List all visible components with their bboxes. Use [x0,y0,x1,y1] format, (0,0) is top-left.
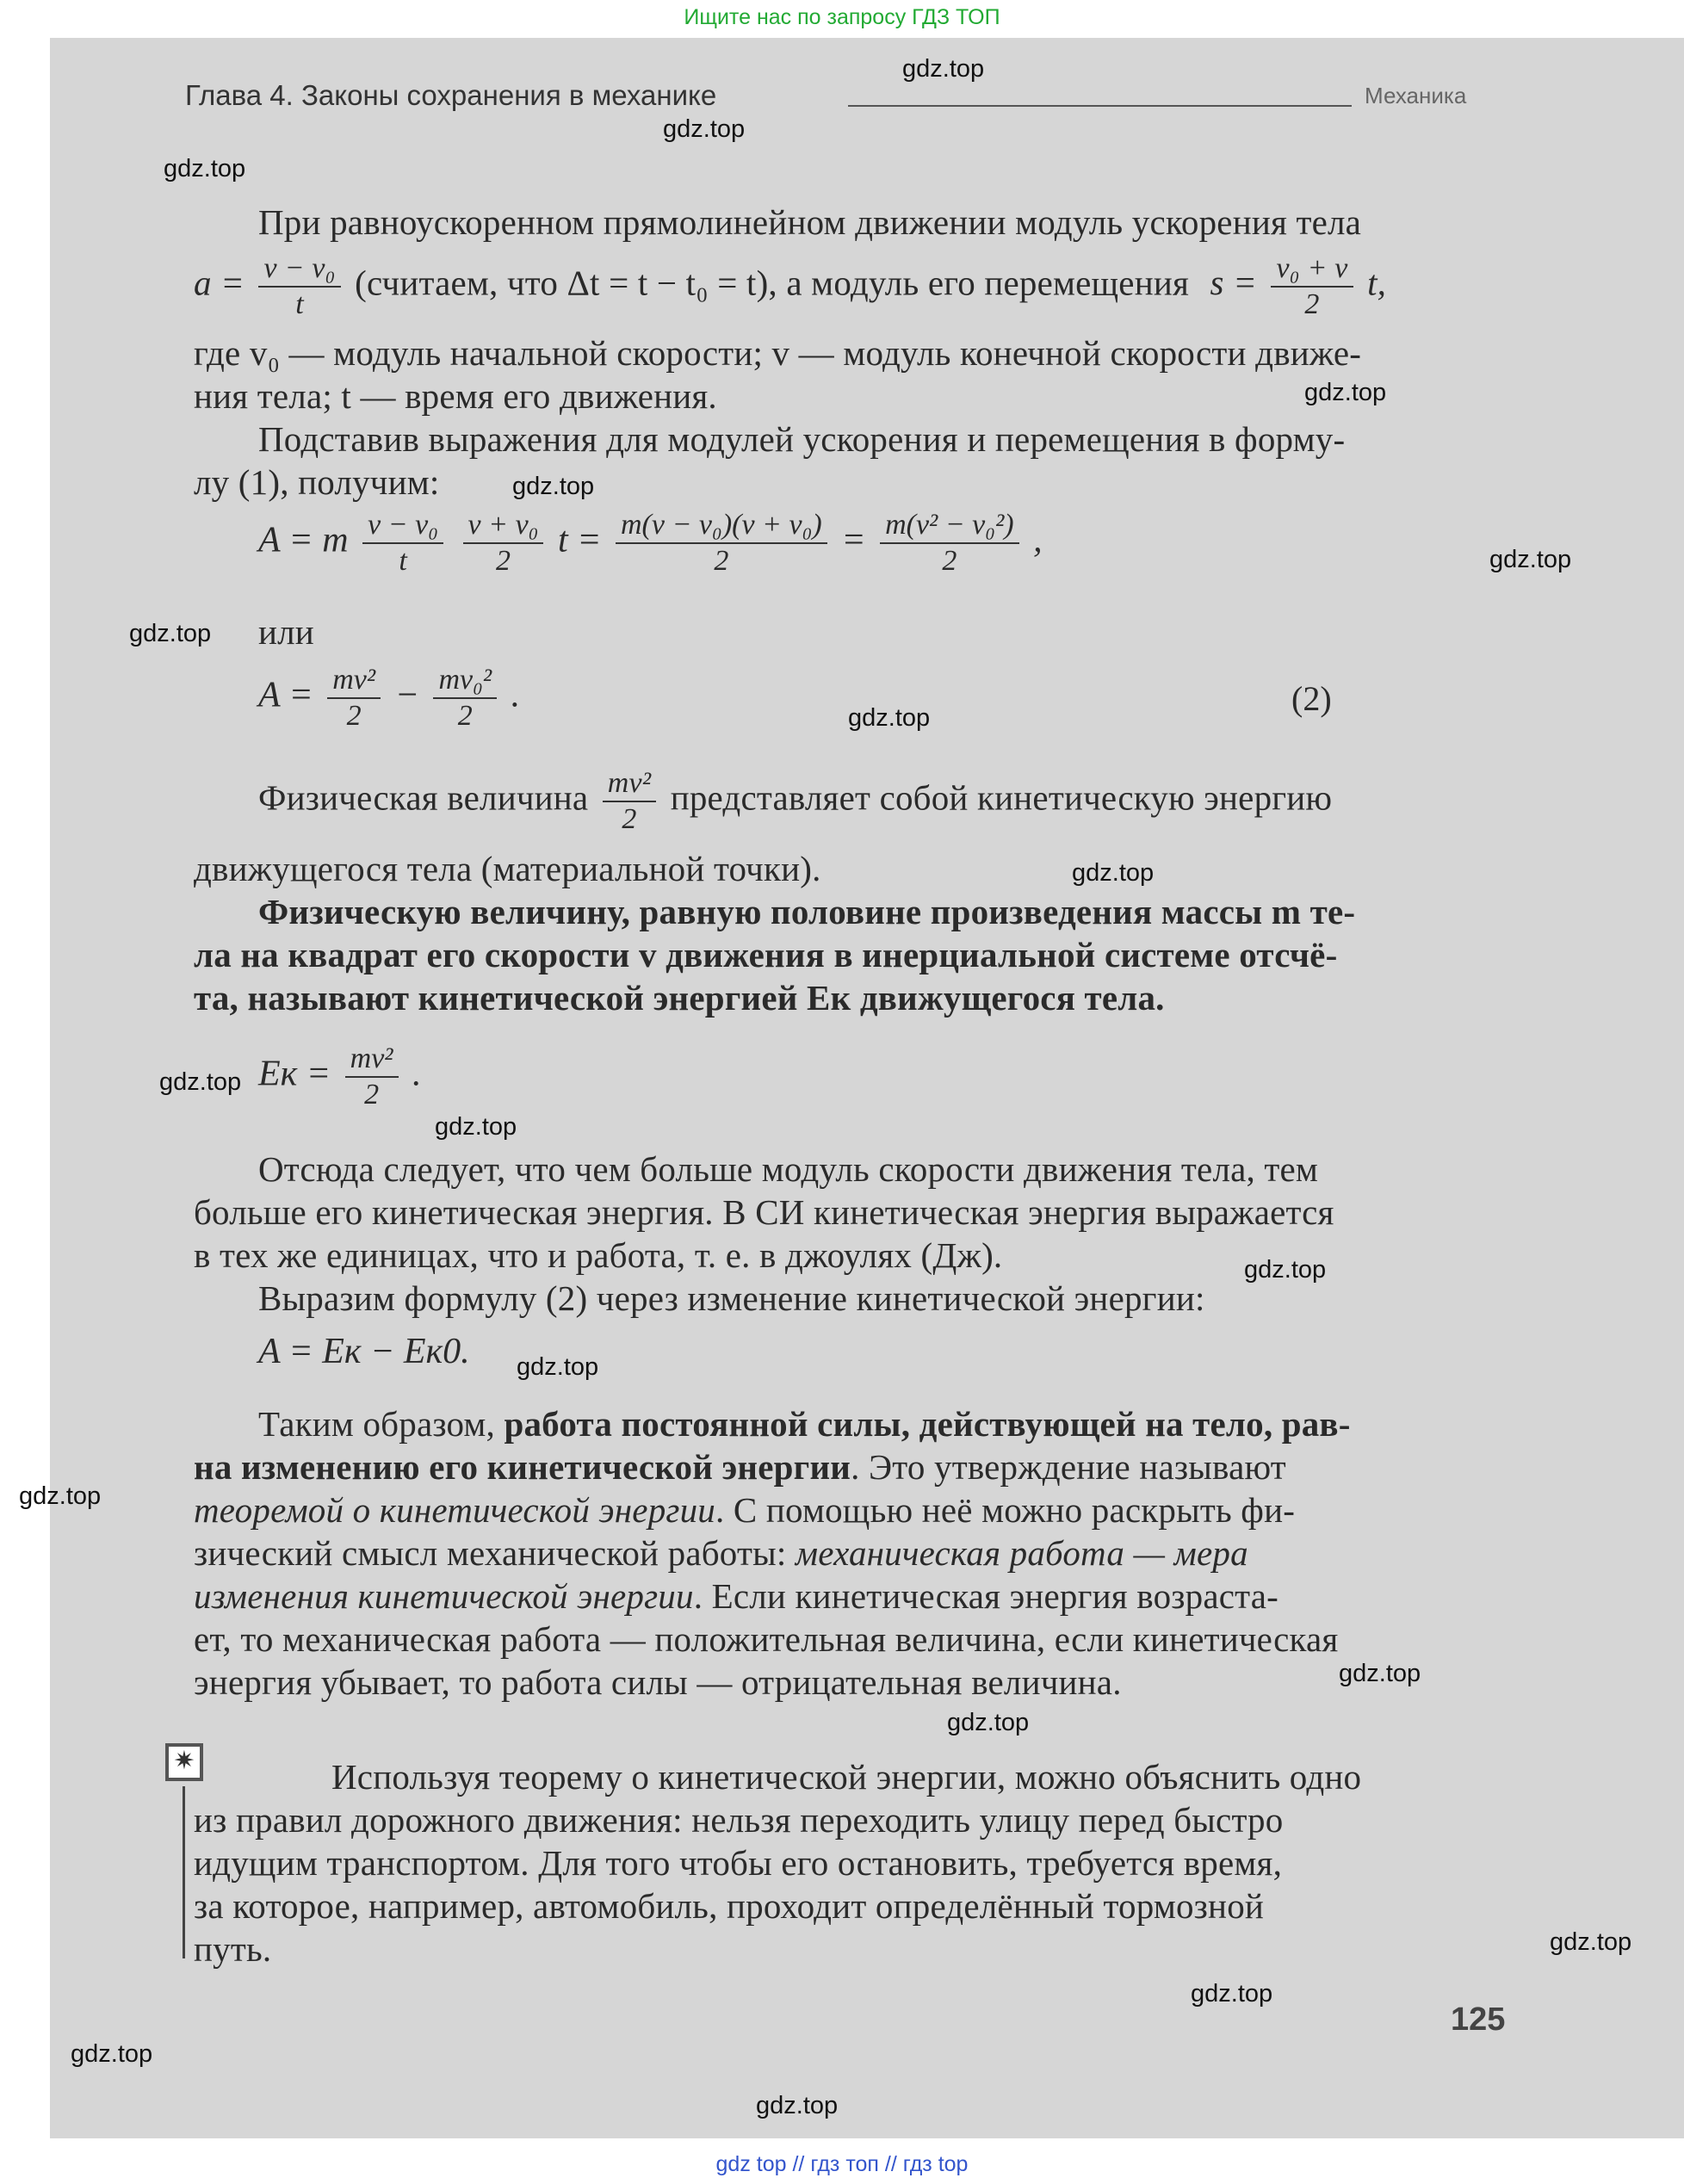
note-line: за которое, например, автомобиль, проходит определённый тормозной [194,1886,1265,1926]
fraction [345,1042,399,1112]
definition-line: та, называют кинетической энергией Eк движущегося тела. [194,978,1165,1018]
fraction-numerator: mv² [327,663,381,699]
text-line [194,1575,1278,1617]
text-line [194,1532,1248,1574]
note-bar [183,1786,185,1958]
text-line: Отсюда следует, что чем больше модуль скорости движения тела, тем [258,1149,1319,1189]
fraction [258,251,340,322]
text-line: энергия убывает, то работа силы — отрицательная величина. [194,1662,1122,1702]
text-segment-italic: механическая работа — мера [795,1533,1248,1573]
fraction-denominator: 2 [714,545,729,577]
fraction-denominator: 2 [496,545,511,577]
watermark: gdz.top [1489,546,1572,573]
formula-line [194,251,1386,322]
text-line: ет, то механическая работа — положительная величина, если кинетическая [194,1619,1339,1659]
text-line [194,1489,1295,1531]
watermark: gdz.top [663,115,746,143]
equation-work [258,508,1043,578]
equation-text: A = m [258,520,349,560]
watermark: gdz.top [1304,379,1387,406]
watermark: gdz.top [512,473,595,500]
text-segment: . Это утверждение называют [851,1447,1286,1487]
top-banner[interactable]: Ищите нас по запросу ГДЗ ТОП [684,5,1000,29]
fraction-numerator: mv² [603,766,656,802]
text-line [194,1446,1286,1488]
equation-kinetic-energy [258,1042,422,1112]
equation-kinetic-diff [258,663,520,733]
equation-text: = [841,520,866,560]
fraction [362,508,443,578]
fraction [433,663,497,733]
text-segment: Физическая величина [258,777,589,818]
equation-text: Eк = [258,1054,331,1094]
watermark: gdz.top [756,2092,839,2119]
text-line: в тех же единицах, что и работа, т. е. в джоулях (Дж). [194,1235,1003,1275]
fraction-numerator: v + v₀ [463,508,544,544]
watermark: gdz.top [848,704,931,732]
watermark: gdz.top [1244,1256,1327,1284]
equation-text: , [1033,520,1043,560]
equation-work-energy: A = Eк − Eк0. [258,1332,470,1371]
text-line: или [258,612,314,652]
watermark: gdz.top [71,2040,153,2068]
equation-text: t = [557,520,602,560]
formula-text: t, [1367,263,1387,303]
text-line: движущегося тела (материальной точки). [194,849,821,888]
fraction-denominator: 2 [457,700,473,732]
watermark: gdz.top [517,1353,599,1381]
note-line: путь. [194,1929,272,1969]
fraction [603,766,656,837]
watermark: gdz.top [1191,1980,1273,2008]
fraction-numerator: v₀ + v [1271,251,1353,288]
text-line: лу (1), получим: [194,462,440,502]
text-segment-italic: изменения кинетической энергии [194,1576,694,1616]
equation-text: − [394,675,419,715]
sun-icon: ✷ [165,1743,203,1781]
watermark: gdz.top [129,620,212,647]
fraction-denominator: 2 [942,545,957,577]
fraction-denominator: 2 [622,803,637,835]
watermark: gdz.top [947,1709,1030,1736]
fraction-numerator: m(v² − v₀²) [880,508,1019,544]
formula-text: s = [1210,263,1257,303]
text-segment-italic: теоремой о кинетической энергии [194,1490,715,1530]
note-line: из правил дорожного движения: нельзя переходить улицу перед быстро [194,1800,1284,1840]
fraction-numerator: v − v₀ [362,508,443,544]
formula-text: (считаем, что Δt = t − t₀ = t), а модуль его перемещения [355,263,1190,303]
fraction-numerator: m(v − v₀)(v + v₀) [616,508,827,544]
text-line: больше его кинетическая энергия. В СИ кинетическая энергия выражается [194,1192,1334,1232]
watermark: gdz.top [1339,1660,1421,1687]
page-header [185,79,1528,117]
equation-text: A = [258,675,313,715]
text-segment-bold: на изменению его кинетической энергии [194,1447,851,1487]
text-line [258,1403,1351,1445]
text-line: где v₀ — модуль начальной скорости; v — модуль конечной скорости движе- [194,333,1362,373]
text-segment: . С помощью неё можно раскрыть фи- [715,1490,1296,1530]
fraction-denominator: 2 [364,1079,380,1111]
formula-text: a = [194,263,245,303]
text-line: Выразим формулу (2) через изменение кинетической энергии: [258,1278,1205,1318]
watermark: gdz.top [435,1113,517,1141]
fraction [1271,251,1353,322]
header-rule [848,105,1352,107]
fraction [616,508,827,578]
watermark: gdz.top [1550,1928,1632,1956]
fraction-numerator: mv₀² [433,663,497,699]
fraction-denominator: t [399,545,407,577]
watermark: gdz.top [164,155,246,183]
definition-line: ла на квадрат его скорости v движения в инерциальной системе отсчё- [194,935,1338,974]
text-line: При равноускоренном прямолинейном движении модуль ускорения тела [258,202,1362,242]
text-line: ния тела; t — время его движения. [194,376,717,416]
text-segment: Таким образом, [258,1404,496,1444]
fraction-numerator: mv² [345,1042,399,1078]
page-number: 125 [1451,2001,1506,2038]
definition-line: Физическую величину, равную половине произведения массы m те- [258,892,1356,931]
formula-line [258,766,1332,837]
equation-number: (2) [1291,679,1332,718]
fraction [463,508,544,578]
equation-text: . [511,675,521,715]
text-segment: представляет собой кинетическую энергию [670,777,1333,818]
note-line: Используя теорему о кинетической энергии, можно объяснить одно [331,1757,1362,1797]
text-segment: зический смысл механической работы: [194,1533,787,1573]
fraction [327,663,381,733]
watermark: gdz.top [159,1068,242,1096]
section-label: Механика [1365,83,1467,108]
fraction-denominator: 2 [346,700,362,732]
fraction-numerator: v − v₀ [258,251,340,288]
fraction-denominator: 2 [1304,288,1320,320]
text-segment-bold: работа постоянной силы, действующей на тело, рав- [504,1404,1351,1444]
bottom-banner[interactable]: gdz top // гдз топ // гдз top [715,2152,969,2176]
watermark: gdz.top [19,1482,102,1510]
watermark: gdz.top [1072,859,1155,887]
equation-text: . [412,1054,422,1094]
chapter-title: Глава 4. Законы сохранения в механике [185,79,717,111]
fraction-denominator: t [295,288,304,320]
text-segment: . Если кинетическая энергия возраста- [693,1576,1279,1616]
fraction [880,508,1019,578]
watermark: gdz.top [902,55,985,83]
note-line: идущим транспортом. Для того чтобы его остановить, требуется время, [194,1843,1283,1883]
text-line: Подставив выражения для модулей ускорения и перемещения в форму- [258,419,1346,459]
